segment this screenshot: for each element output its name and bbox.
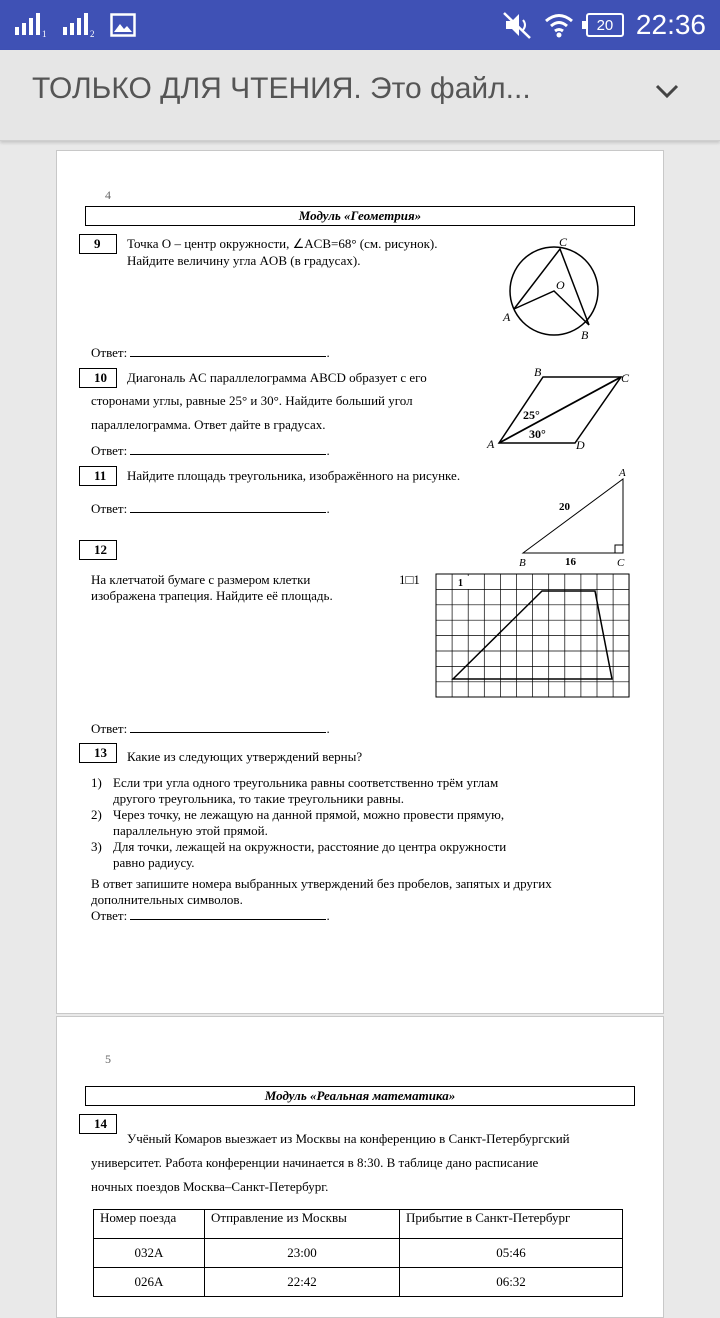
status-bar xyxy=(0,0,720,50)
wifi-icon xyxy=(544,12,574,38)
signal-sim1-icon xyxy=(14,12,48,38)
q13-question: Какие из следующих утверждений верны? xyxy=(127,749,363,764)
q14-text-line2: университет. Работа конференции начинается в 8:30. В таблице дано расписание xyxy=(91,1155,539,1170)
table-cell: 032А xyxy=(94,1239,205,1268)
signal-sim2-icon xyxy=(62,12,96,38)
table-row xyxy=(94,1268,623,1297)
q12-grid-figure xyxy=(433,571,631,701)
q11-label-C: C xyxy=(617,557,625,569)
q10-label-C: C xyxy=(621,371,630,385)
table-row xyxy=(94,1239,623,1268)
q12-text-line2: изображена трапеция. Найдите её площадь. xyxy=(91,588,333,603)
q9-label-A: A xyxy=(503,310,511,324)
answer-blank xyxy=(130,444,326,455)
q11-label-A: A xyxy=(619,467,626,479)
q9-text-line2: Найдите величину угла AOB (в градусах). xyxy=(127,253,361,268)
q13-item-2-line1: Через точку, не лежащую на данной прямой, можно провести прямую, xyxy=(113,807,505,822)
q10-label-D: D xyxy=(576,438,585,452)
q10-text-line1: Диагональ AC параллелограмма ABCD образует с его xyxy=(127,370,427,385)
question-number-12: 12 xyxy=(79,540,117,560)
clock: 22:36 xyxy=(635,9,706,40)
q11-label-B: B xyxy=(519,557,526,569)
q9-circle-figure xyxy=(497,233,607,345)
q13-item-3-line2: равно радиусу. xyxy=(113,855,195,870)
q13-item-2-num: 2) xyxy=(91,807,102,822)
module-title: Модуль «Реальная математика» xyxy=(85,1086,635,1106)
question-number-9: 9 xyxy=(79,234,117,254)
table-cell: 22:42 xyxy=(205,1268,400,1297)
chevron-down-icon[interactable] xyxy=(654,82,680,100)
answer-blank xyxy=(130,502,326,513)
page-number: 5 xyxy=(105,1052,111,1066)
q13-instructions-line2: дополнительных символов. xyxy=(91,892,243,907)
answer-blank xyxy=(130,346,326,357)
module-title: Модуль «Геометрия» xyxy=(85,206,635,226)
battery-level: 20 xyxy=(596,16,614,34)
q10-label-A: A xyxy=(487,437,495,451)
q9-label-B: B xyxy=(581,328,589,342)
q11-answer: Ответ: . xyxy=(91,501,330,516)
q12-answer: Ответ: . xyxy=(91,721,330,736)
q10-angle-30: 30° xyxy=(529,427,546,441)
answer-blank xyxy=(130,722,326,733)
document-page-4 xyxy=(56,150,664,1014)
q13-item-3-line1: Для точки, лежащей на окружности, расстояние до центра окружности xyxy=(113,839,507,854)
app-bar xyxy=(0,50,720,141)
q13-item-1-line1: Если три угла одного треугольника равны соответственно трём углам xyxy=(113,775,499,790)
table-header-row xyxy=(94,1210,623,1239)
q10-text-line3: параллелограмма. Ответ дайте в градусах. xyxy=(91,417,326,432)
q10-text-line2: сторонами углы, равные 25° и 30°. Найдите больший угол xyxy=(91,393,413,408)
image-icon xyxy=(110,13,136,37)
q11-hypotenuse-label: 20 xyxy=(559,501,570,513)
table-cell: 23:00 xyxy=(205,1239,400,1268)
train-schedule-table xyxy=(93,1209,623,1297)
q12-grid-unit: 1 xyxy=(458,578,463,589)
q14-text-line3: ночных поездов Москва–Санкт-Петербург. xyxy=(91,1179,329,1194)
table-cell: 05:46 xyxy=(400,1239,623,1268)
q12-size: 1□1 xyxy=(399,572,420,587)
question-number-10: 10 xyxy=(79,368,117,388)
q13-item-2-line2: параллельную этой прямой. xyxy=(113,823,268,838)
question-number-13: 13 xyxy=(79,743,117,763)
q11-base-label: 16 xyxy=(565,556,576,568)
q12-text-line1: На клетчатой бумаге с размером клетки xyxy=(91,572,311,587)
answer-blank xyxy=(130,909,326,920)
document-page-5 xyxy=(56,1016,664,1318)
sim1-index: 1 xyxy=(42,29,47,38)
document-title: ТОЛЬКО ДЛЯ ЧТЕНИЯ. Это файл... xyxy=(32,72,531,105)
q13-item-1-num: 1) xyxy=(91,775,102,790)
q13-instructions-line1: В ответ запишите номера выбранных утверждений без пробелов, запятых и других xyxy=(91,876,552,891)
q10-answer: Ответ: . xyxy=(91,443,330,458)
table-header-cell: Номер поезда xyxy=(94,1210,205,1239)
q10-label-B: B xyxy=(534,367,542,379)
q9-text-line1: Точка O – центр окружности, ∠ACB=68° (см. рисунок). xyxy=(127,236,438,251)
q13-answer: Ответ: . xyxy=(91,908,330,923)
sim2-index: 2 xyxy=(90,29,95,38)
mute-icon xyxy=(502,10,532,40)
q13-item-1-line2: другого треугольника, то такие треугольники равны. xyxy=(113,791,405,806)
q9-label-C: C xyxy=(559,235,568,249)
q9-label-O: O xyxy=(556,278,565,292)
battery-icon xyxy=(586,13,624,37)
q10-parallelogram-figure xyxy=(485,367,641,453)
q11-text: Найдите площадь треугольника, изображённого на рисунке. xyxy=(127,468,461,483)
question-number-14: 14 xyxy=(79,1114,117,1134)
q9-answer: Ответ: . xyxy=(91,345,330,360)
table-cell: 026А xyxy=(94,1268,205,1297)
question-number-11: 11 xyxy=(79,466,117,486)
q14-text-line1: Учёный Комаров выезжает из Москвы на конференцию в Санкт-Петербургский xyxy=(127,1131,570,1146)
q10-angle-25: 25° xyxy=(523,408,540,422)
q13-item-3-num: 3) xyxy=(91,839,102,854)
q11-triangle-figure xyxy=(513,465,635,571)
table-header-cell: Отправление из Москвы xyxy=(205,1210,400,1239)
table-header-cell: Прибытие в Санкт-Петербург xyxy=(400,1210,623,1239)
table-cell: 06:32 xyxy=(400,1268,623,1297)
page-number: 4 xyxy=(105,188,111,202)
